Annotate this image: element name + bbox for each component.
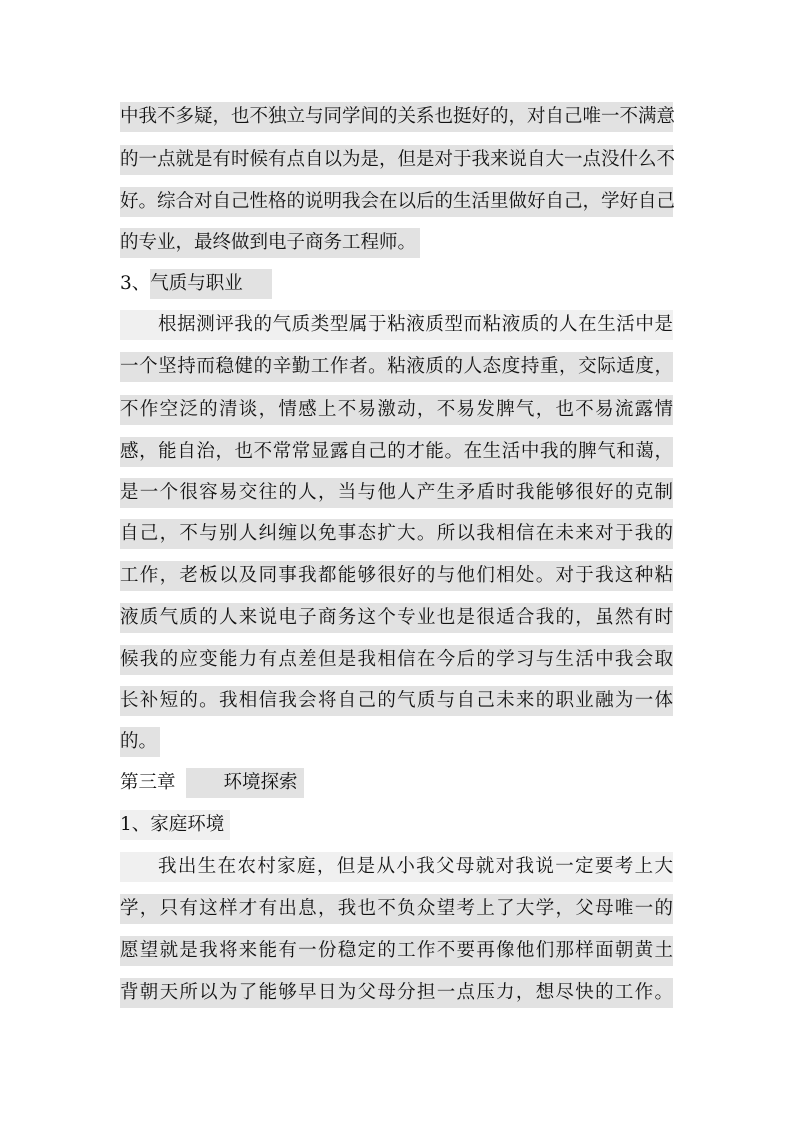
chapter-label: 第三章: [120, 772, 176, 793]
paragraph2-line: 根据测评我的气质类型属于粘液质型而粘液质的人在生活中是: [120, 310, 673, 340]
paragraph2-line: 自己，不与别人纠缠以免事态扩大。所以我相信在未来对于我的: [120, 519, 673, 549]
paragraph3-line: 学，只有这样才有出息，我也不负众望考上了大学，父母唯一的: [120, 894, 673, 924]
paragraph2-line: 一个坚持而稳健的辛勤工作者。粘液质的人态度持重，交际适度，: [120, 352, 673, 382]
chapter-title: 环境探索: [186, 768, 304, 798]
paragraph3-line: 我出生在农村家庭，但是从小我父母就对我说一定要考上大: [120, 852, 673, 882]
paragraph1-line: 的一点就是有时候有点自以为是，但是对于我来说自大一点没什么不: [120, 145, 673, 175]
paragraph2-line: 不作空泛的清谈，情感上不易激动，不易发脾气，也不易流露情: [120, 395, 673, 425]
paragraph1-line: 中我不多疑，也不独立与同学间的关系也挺好的，对自己唯一不满意: [120, 102, 673, 132]
section-heading: [120, 269, 272, 299]
chapter-heading: [120, 768, 304, 798]
paragraph2-line: 感，能自治，也不常常显露自己的才能。在生活中我的脾气和蔼，: [120, 437, 673, 467]
paragraph2-line: 长补短的。我相信我会将自己的气质与自己未来的职业融为一体: [120, 686, 673, 716]
paragraph3-line: 愿望就是我将来能有一份稳定的工作不要再像他们那样面朝黄土: [120, 936, 673, 966]
section-number: 3、: [120, 273, 151, 294]
paragraph2-line: 液质气质的人来说电子商务这个专业也是很适合我的，虽然有时: [120, 603, 673, 633]
paragraph2-line: 是一个很容易交往的人，当与他人产生矛盾时我能够很好的克制: [120, 478, 673, 508]
paragraph3-line: 背朝天所以为了能够早日为父母分担一点压力，想尽快的工作。: [120, 978, 673, 1008]
section-title: 气质与职业: [150, 269, 272, 299]
paragraph2-line: 的。: [120, 727, 160, 757]
paragraph1-line: 好。综合对自己性格的说明我会在以后的生活里做好自己，学好自己: [120, 187, 673, 217]
paragraph2-line: 工作，老板以及同事我都能够很好的与他们相处。对于我这种粘: [120, 561, 673, 591]
paragraph1-line: 的专业，最终做到电子商务工程师。: [120, 228, 420, 258]
paragraph2-line: 候我的应变能力有点差但是我相信在今后的学习与生活中我会取: [120, 645, 673, 675]
subsection-heading: 1、家庭环境: [120, 810, 230, 840]
